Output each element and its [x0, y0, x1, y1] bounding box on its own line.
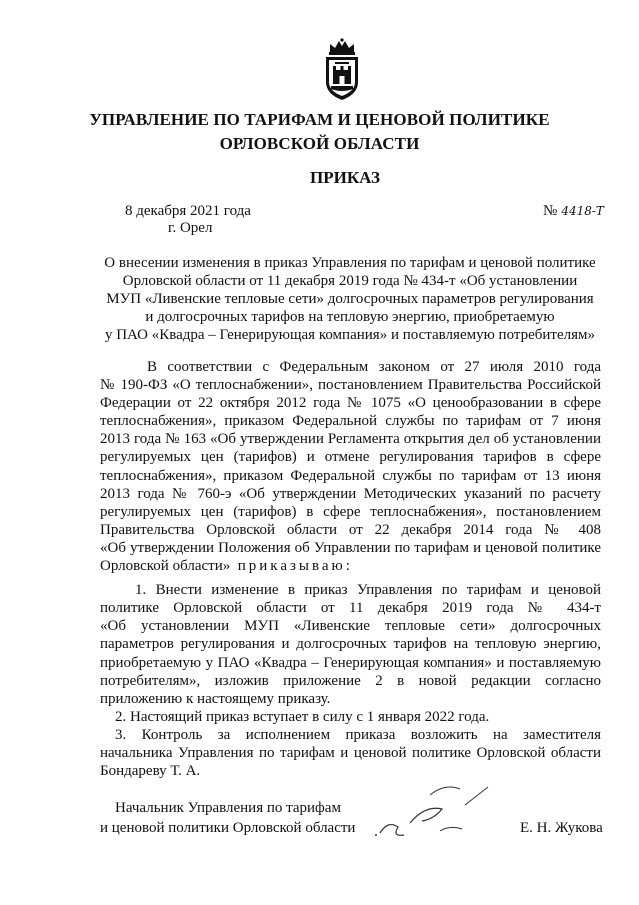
preamble-line: В соответствии с Федеральным законом от 27 июля 2010 года [147, 359, 601, 375]
item1-line: приобретаемую у ПАО «Квадра – Генерирующая компания» и поставляемую [100, 654, 601, 671]
document-date: 8 декабря 2021 года [125, 203, 251, 219]
preamble-line: теплоснабжения», приказом Федеральной службы по тарифам от 7 июня [100, 413, 601, 430]
document-city: г. Орел [168, 220, 213, 236]
preamble-line: «Об утверждении Положения об Управлении по тарифам и ценовой политике [100, 539, 601, 556]
order-word: приказываю: [237, 558, 353, 575]
preamble-line: регулируемых цен (тарифов) и отмене регулирования тарифов в сфере [100, 449, 601, 466]
organization-name-line2: ОРЛОВСКОЙ ОБЛАСТИ [219, 134, 420, 153]
preamble-line: 2013 года № 760-э «Об утверждении Методических указаний по расчету [100, 485, 601, 502]
item1-line: приложению к настоящему приказу. [100, 690, 331, 707]
item1-line: «Об установлении МУП «Ливенские тепловые сети» долгосрочных [100, 618, 601, 635]
item1-line: политике Орловской области от 11 декабря 2019 года № 434-т [100, 600, 601, 617]
document-number-handwritten: 4418-Т [561, 204, 604, 218]
item1-line: потребителям», изложив приложение 2 в новой редакции согласно [100, 672, 601, 689]
preamble-line: 2013 года № 163 «Об утверждении Регламента открытия дел об установлении [100, 431, 601, 448]
document-type-title: ПРИКАЗ [310, 168, 380, 187]
preamble-last-line [100, 557, 601, 575]
signatory-position-line1: Начальник Управления по тарифам [115, 800, 341, 816]
signatory-name: Е. Н. Жукова [520, 820, 603, 836]
subject-line: у ПАО «Квадра – Генерирующая компания» и поставляемую потребителям» [104, 327, 596, 343]
organization-name-line1: УПРАВЛЕНИЕ ПО ТАРИФАМ И ЦЕНОВОЙ ПОЛИТИКЕ [89, 110, 550, 129]
subject-line: О внесении изменения в приказ Управления по тарифам и ценовой политике [104, 255, 596, 271]
document-subject [95, 254, 605, 344]
document-number-prefix: № [543, 203, 558, 219]
preamble-line: Федерации от 22 октября 2012 года № 1075 «О ценообразовании в сфере [100, 395, 601, 412]
document-number [543, 203, 604, 220]
preamble-last-text: Орловской области» [100, 558, 231, 575]
item3-line: Бондареву Т. А. [100, 763, 201, 780]
handwritten-signature-icon [370, 775, 500, 845]
subject-line: и долгосрочных тарифов на тепловую энергию, приобретаемую [145, 309, 555, 325]
item1-line: 1. Внести изменение в приказ Управления по тарифам и ценовой [135, 582, 601, 599]
preamble-line: Правительства Орловской области от 22 декабря 2014 года № 408 [100, 521, 601, 538]
preamble-line: теплоснабжения», приказом Федеральной службы по тарифам от 13 июня [100, 467, 601, 484]
preamble-line: № 190-ФЗ «О теплоснабжении», постановлением Правительства Российской [100, 377, 601, 394]
coat-of-arms-icon [322, 38, 362, 102]
signatory-position-line2: и ценовой политики Орловской области [100, 820, 356, 836]
subject-line: МУП «Ливенские тепловые сети» долгосрочных параметров регулирования [106, 291, 594, 307]
preamble-line: регулируемых цен (тарифов) в сфере теплоснабжения», постановлением [100, 503, 601, 520]
document-body [100, 358, 601, 780]
item3-line: 3. Контроль за исполнением приказа возложить на заместителя [115, 726, 601, 743]
subject-line: Орловской области от 11 декабря 2019 года № 434-т «Об установлении [122, 273, 578, 289]
item1-line: параметров регулирования и долгосрочных тарифов на тепловую энергию, [100, 636, 601, 653]
item3-line: начальника Управления по тарифам и ценовой политике Орловской области [100, 744, 601, 761]
item2-line: 2. Настоящий приказ вступает в силу с 1 января 2022 года. [115, 708, 490, 725]
